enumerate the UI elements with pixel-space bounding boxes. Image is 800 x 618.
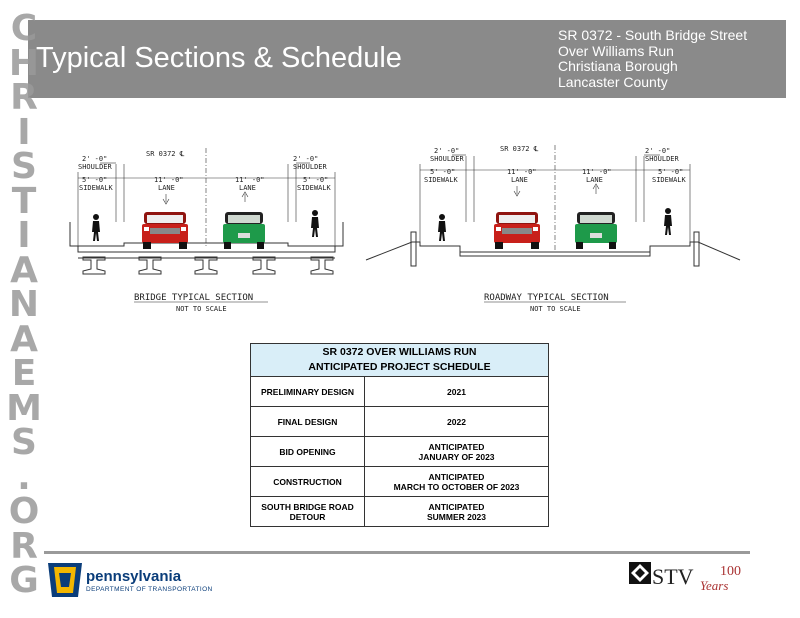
schedule-value-line-2: JANUARY OF 2023 — [418, 451, 495, 462]
page-title: Typical Sections & Schedule — [36, 42, 402, 74]
bridge-left-shoulder-dim: 2' -0" — [82, 155, 108, 163]
road-left-sidewalk-dim: 5' -0" — [430, 168, 456, 176]
road-left-sidewalk-label: SIDEWALK — [424, 176, 458, 184]
watermark-letter: M — [6, 387, 42, 429]
schedule-title-line-2: ANTICIPATED PROJECT SCHEDULE — [308, 361, 491, 373]
table-row — [251, 377, 549, 407]
road-lane1-dim: 11' -0" — [507, 168, 537, 176]
table-row — [251, 497, 549, 527]
schedule-value-line-1: ANTICIPATED — [428, 501, 485, 512]
bridge-typical-section — [70, 148, 343, 313]
bridge-lane1-label: LANE — [158, 184, 175, 192]
bridge-right-shoulder-dim: 2' -0" — [293, 155, 319, 163]
schedule-value: 2022 — [447, 416, 466, 427]
bridge-section-title: BRIDGE TYPICAL SECTION — [134, 293, 254, 303]
roadway-section-scale: NOT TO SCALE — [530, 305, 581, 313]
roadway-typical-section — [366, 145, 740, 313]
penndot-department: DEPARTMENT OF TRANSPORTATION — [86, 586, 213, 593]
penndot-name: pennsylvania — [86, 568, 182, 585]
schedule-label-line-2: DETOUR — [289, 511, 326, 522]
watermark-letter: G — [9, 560, 39, 601]
keystone-logo-icon — [46, 563, 84, 597]
watermark-letter: A — [10, 318, 38, 360]
road-centerline-label: SR 0372 ℄ — [500, 145, 539, 153]
schedule-value-cell — [365, 437, 549, 467]
watermark-letter: S — [11, 422, 37, 463]
schedule-label-cell — [251, 377, 365, 407]
schedule-label-line-1: SOUTH BRIDGE ROAD — [261, 501, 354, 512]
roadway-section-title: ROADWAY TYPICAL SECTION — [484, 293, 609, 303]
schedule-value-line-1: ANTICIPATED — [428, 441, 485, 452]
watermark-letter: S — [11, 146, 37, 187]
watermark-letter: . — [17, 456, 31, 498]
watermark-letter: T — [11, 180, 37, 222]
footer-divider — [44, 551, 750, 554]
project-info-line-2: Over Williams Run — [558, 42, 674, 59]
schedule-value-cell — [365, 467, 549, 497]
bridge-right-sidewalk-dim: 5' -0" — [303, 176, 329, 184]
project-schedule-table — [250, 343, 549, 527]
stv-anniversary-word: Years — [700, 578, 729, 593]
road-right-shoulder-dim: 2' -0" — [645, 147, 671, 155]
schedule-label: FINAL DESIGN — [277, 416, 338, 427]
schedule-label-cell — [251, 467, 365, 497]
schedule-label: BID OPENING — [279, 446, 336, 457]
watermark-letter: R — [10, 77, 38, 118]
stv-logo-icon — [629, 562, 651, 584]
watermark-letter: O — [8, 491, 40, 532]
watermark-letter: E — [11, 353, 37, 394]
road-right-sidewalk-label: SIDEWALK — [652, 176, 686, 184]
schedule-title — [251, 344, 549, 377]
table-row — [251, 467, 549, 497]
schedule-value: 2021 — [447, 386, 466, 397]
schedule-title-line-1: SR 0372 OVER WILLIAMS RUN — [322, 346, 477, 358]
schedule-label-cell — [251, 497, 365, 527]
watermark-letter: R — [10, 525, 38, 567]
bridge-lane1-dim: 11' -0" — [154, 176, 184, 184]
watermark-letter: I — [17, 215, 31, 256]
schedule-header-row — [251, 344, 549, 377]
schedule-label: CONSTRUCTION — [273, 476, 342, 487]
project-info-line-1: SR 0372 - South Bridge Street — [558, 27, 748, 43]
table-row — [251, 407, 549, 437]
schedule-label-cell — [251, 437, 365, 467]
stv-anniversary-number: 100 — [720, 564, 741, 579]
watermark-letter: C — [10, 8, 38, 49]
bridge-right-shoulder-label: SHOULDER — [293, 163, 327, 171]
schedule-value-line-1: ANTICIPATED — [428, 471, 485, 482]
road-lane1-label: LANE — [511, 176, 528, 184]
bridge-lane2-dim: 11' -0" — [235, 176, 265, 184]
stv-name: STV — [652, 564, 694, 589]
table-row — [251, 437, 549, 467]
schedule-value-cell — [365, 407, 549, 437]
schedule-value-line-2: SUMMER 2023 — [426, 511, 487, 522]
bridge-left-shoulder-label: SHOULDER — [78, 163, 112, 171]
road-right-shoulder-label: SHOULDER — [645, 155, 679, 163]
bridge-left-sidewalk-dim: 5' -0" — [82, 176, 108, 184]
bridge-section-scale: NOT TO SCALE — [176, 305, 227, 313]
road-lane2-dim: 11' -0" — [582, 168, 612, 176]
road-left-shoulder-dim: 2' -0" — [434, 147, 460, 155]
project-info-line-3: Christiana Borough — [558, 58, 678, 74]
schedule-label: PRELIMINARY DESIGN — [260, 386, 355, 397]
schedule-value-line-2: MARCH TO OCTOBER OF 2023 — [393, 481, 520, 492]
watermark-letter: N — [8, 284, 40, 325]
road-lane2-label: LANE — [586, 176, 603, 184]
watermark-letter: A — [10, 249, 38, 291]
schedule-value-cell — [365, 377, 549, 407]
project-info-line-4: Lancaster County — [558, 73, 668, 90]
road-left-shoulder-label: SHOULDER — [430, 155, 464, 163]
bridge-right-sidewalk-label: SIDEWALK — [297, 184, 331, 192]
bridge-lane2-label: LANE — [239, 184, 256, 192]
bridge-left-sidewalk-label: SIDEWALK — [79, 184, 113, 192]
schedule-label-cell — [251, 407, 365, 437]
watermark-letter: I — [17, 111, 31, 153]
bridge-centerline-label: SR 0372 ℄ — [146, 150, 185, 158]
schedule-value-cell — [365, 497, 549, 527]
road-right-sidewalk-dim: 5' -0" — [658, 168, 684, 176]
watermark-letter: H — [8, 42, 40, 84]
